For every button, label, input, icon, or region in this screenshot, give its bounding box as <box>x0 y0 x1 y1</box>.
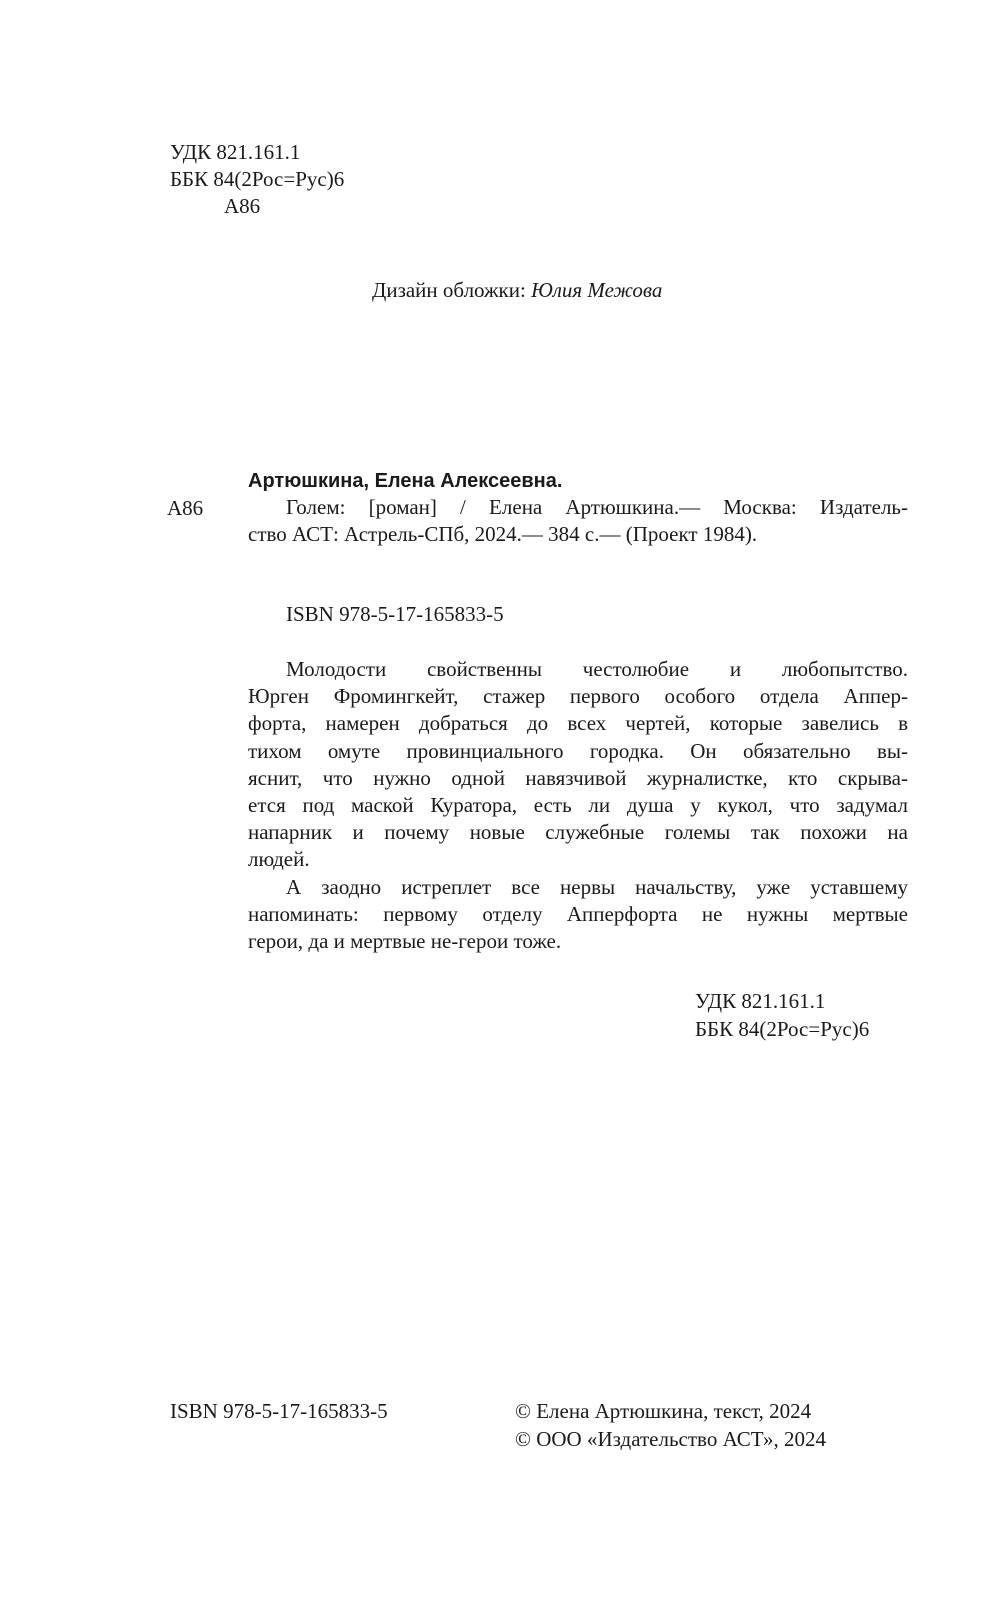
isbn-footer: ISBN 978-5-17-165833-5 <box>170 1399 388 1423</box>
annotation-line: яснит, что нужно одной навязчивой журналистке, кто скрыва- <box>248 765 908 790</box>
udk-code: УДК 821.161.1 <box>170 140 301 164</box>
bbk-code: ББК 84(2Рос=Рус)6 <box>170 167 345 191</box>
udk-code-bottom: УДК 821.161.1 <box>695 989 826 1013</box>
bbk-code-bottom: ББК 84(2Рос=Рус)6 <box>695 1017 870 1041</box>
cover-designer-name: Юлия Межова <box>531 278 663 302</box>
annotation-line: Молодости свойственны честолюбие и любопытство. <box>286 657 908 681</box>
annotation-line: людей. <box>248 847 310 872</box>
annotation-line: напарник и почему новые служебные големы так похожи на <box>248 820 908 845</box>
cover-design-label: Дизайн обложки: <box>372 278 532 302</box>
bibliographic-line: ство АСТ: Астрель-СПб, 2024.— 384 с.— (Проект 1984). <box>248 522 758 547</box>
copyright-author: © Елена Артюшкина, текст, 2024 <box>515 1399 812 1423</box>
copyright-publisher: © ООО «Издательство АСТ», 2024 <box>515 1427 826 1451</box>
annotation-line: ется под маской Куратора, есть ли душа у кукол, что задумал <box>248 792 908 817</box>
isbn: ISBN 978-5-17-165833-5 <box>286 602 504 626</box>
bibliographic-line: Голем: [роман] / Елена Артюшкина.— Москва: Издатель- <box>286 495 908 519</box>
annotation-line: форта, намерен добраться до всех чертей, которые завелись в <box>248 711 908 736</box>
annotation-line: напоминать: первому отделу Апперфорта не нужны мертвые <box>248 901 908 926</box>
annotation-line: тихом омуте провинциального городка. Он обязательно вы- <box>248 738 908 763</box>
annotation-line: А заодно истреплет все нервы начальству, уже уставшему <box>286 874 908 899</box>
bibliographic-description <box>248 494 908 548</box>
annotation-line: герои, да и мертвые не-герои тоже. <box>248 928 562 953</box>
author-code: А86 <box>224 194 261 218</box>
bibliographic-author: Артюшкина, Елена Алексеевна. <box>248 470 563 492</box>
annotation <box>248 656 908 955</box>
bibliographic-author-code: А86 <box>167 496 204 520</box>
annotation-line: Юрген Фромингкейт, стажер первого особого отдела Аппер- <box>248 684 908 709</box>
cover-design-credit <box>372 276 662 304</box>
